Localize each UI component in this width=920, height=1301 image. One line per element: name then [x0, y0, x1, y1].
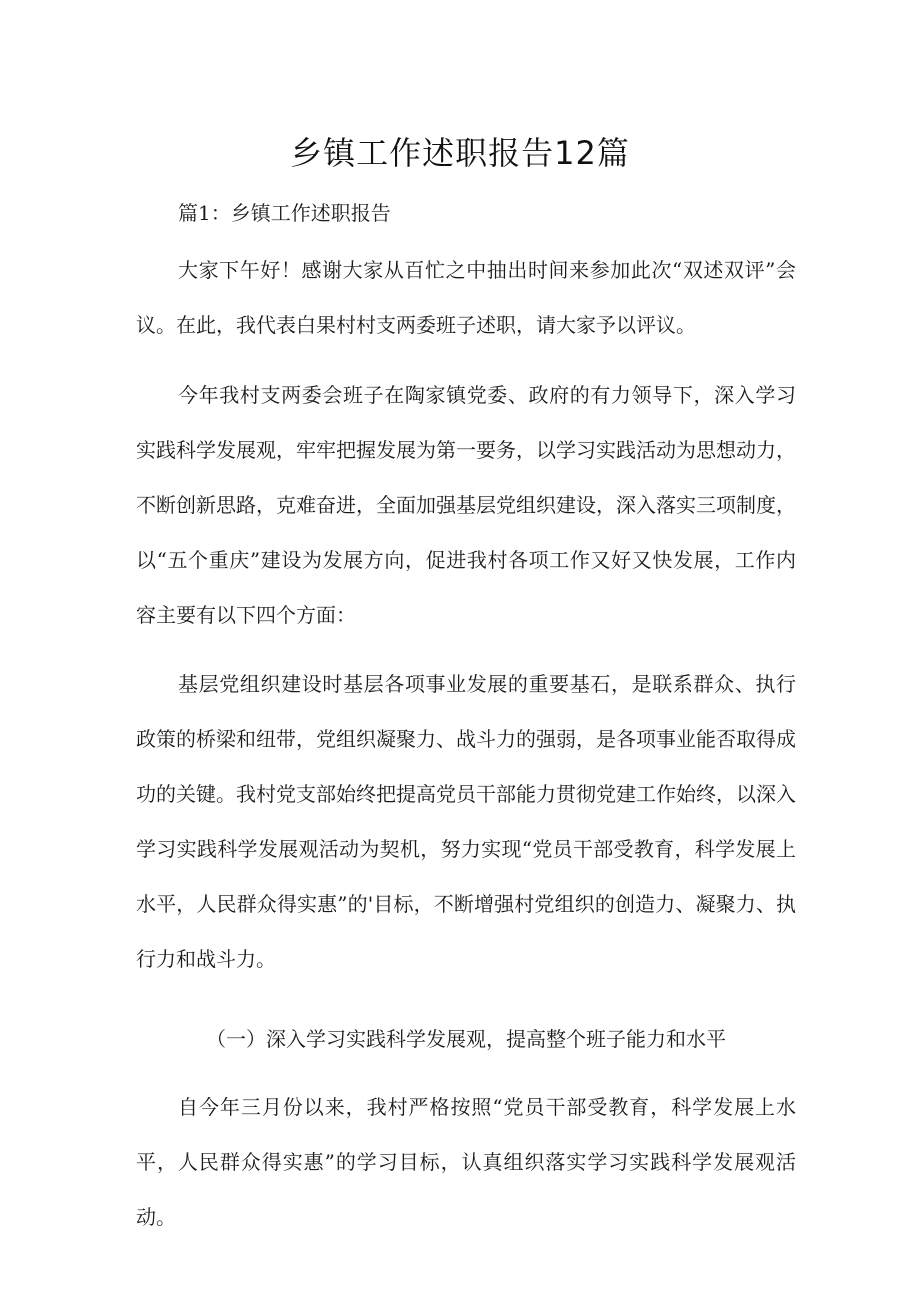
paragraph-party-building: 基层党组织建设时基层各项事业发展的重要基石，是联系群众、执行政策的桥梁和纽带，党组织凝聚力、战斗力的强弱，是各项事业能否取得成功的关键。我村党支部始终把提高党员干部能力贯彻党建工作始终，以深入学习实践科学发展观活动为契机，努力实现“党员干部受教育，科学发展上水平，人民群众得实惠”的'目标，不断增强村党组织的创造力、凝聚力、执行力和战斗力。	[136, 672, 796, 971]
paragraph-study-activity: 自今年三月份以来，我村严格按照“党员干部受教育，科学发展上水平，人民群众得实惠”的学习目标，认真组织落实学习实践科学发展观活动。	[136, 1095, 796, 1229]
section-heading: 篇1：乡镇工作述职报告	[178, 201, 391, 225]
paragraph-overview: 今年我村支两委会班子在陶家镇党委、政府的有力领导下，深入学习实践科学发展观，牢牢把握发展为第一要务，以学习实践活动为思想动力，不断创新思路，克难奋进，全面加强基层党组织建设，深入落实三项制度，以“五个重庆”建设为发展方向，促进我村各项工作又好又快发展，工作内容主要有以下四个方面：	[136, 383, 796, 627]
paragraph-greeting: 大家下午好！感谢大家从百忙之中抽出时间来参加此次“双述双评”会议。在此，我代表白果村村支两委班子述职，请大家予以评议。	[136, 258, 796, 337]
document-title: 乡镇工作述职报告12篇	[290, 134, 630, 172]
subsection-heading: （一）深入学习实践科学发展观，提高整个班子能力和水平	[206, 1027, 726, 1051]
